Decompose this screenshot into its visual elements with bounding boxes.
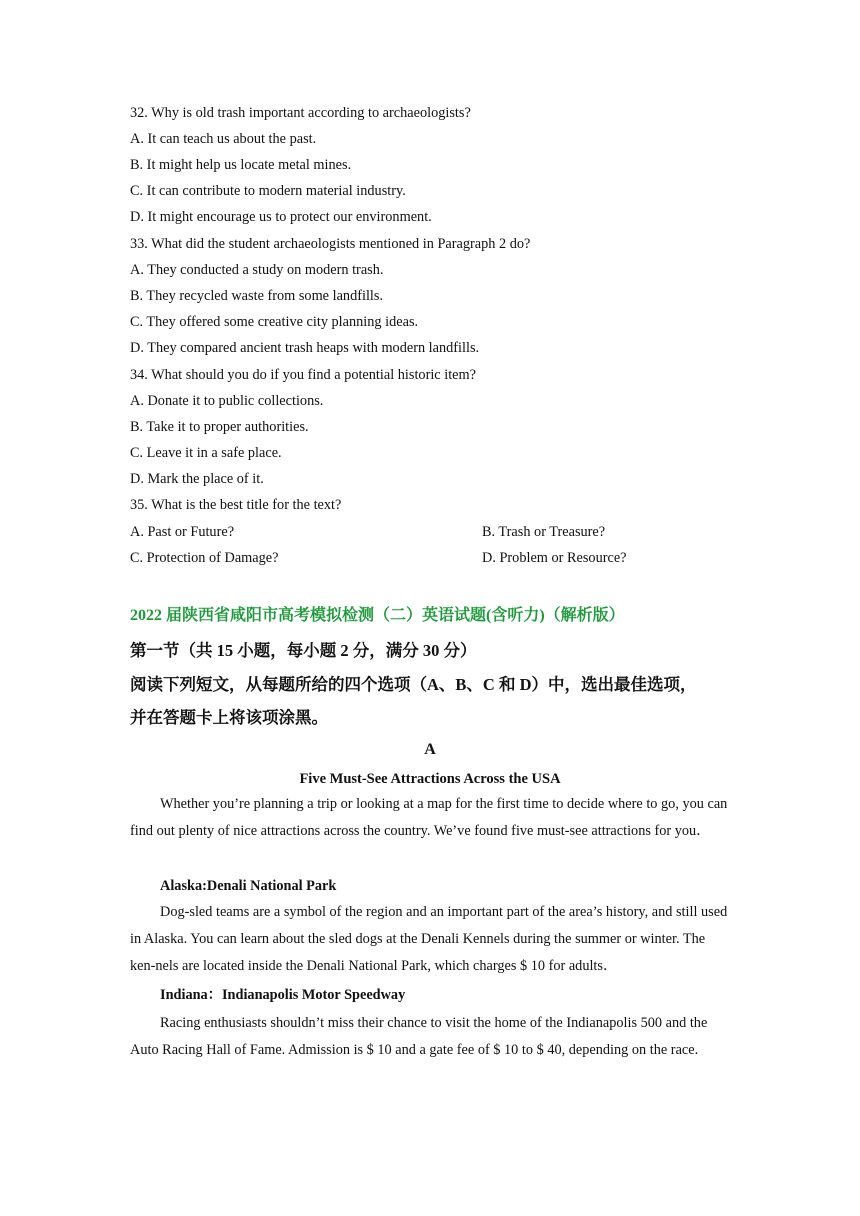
q33-option-a: A. They conducted a study on modern trash.: [130, 262, 384, 278]
q34-option-d: D. Mark the place of it.: [130, 471, 264, 487]
instruction-line-1: 阅读下列短文，从每题所给的四个选项（A、B、C 和 D）中，选出最佳选项，: [130, 675, 697, 694]
question-34: 34. What should you do if you find a potential historic item?: [130, 367, 476, 383]
exam-title: 2022 届陕西省咸阳市高考模拟检测（二）英语试题(含听力)（解析版）: [130, 607, 625, 624]
instruction-line-2: 并在答题卡上将该项涂黑。: [130, 708, 328, 727]
q33-option-d: D. They compared ancient trash heaps with modern landfills.: [130, 340, 480, 356]
q33-option-c: C. They offered some creative city planning ideas.: [130, 314, 419, 330]
passage-intro: Whether you’re planning a trip or looking at a map for the first time to decide where to go, you can find out plenty of nice attractions across the country. We’ve found five must-see attractions for you．: [130, 796, 728, 839]
question-33: 33. What did the student archaeologists mentioned in Paragraph 2 do?: [130, 236, 531, 252]
section-body-indiana: Racing enthusiasts shouldn’t miss their chance to visit the home of the Indianapolis 500 and the Auto Racing Hall of Fame. Admission is $ 10 and a gate fee of $ 10 to $ 40, depending on the race.: [130, 1015, 708, 1058]
q34-option-a: A. Donate it to public collections.: [130, 393, 324, 409]
q32-option-a: A. It can teach us about the past.: [130, 131, 317, 147]
q35-option-c: C. Protection of Damage?: [130, 550, 279, 566]
section-heading: 第一节（共 15 小题，每小题 2 分，满分 30 分）: [130, 641, 477, 660]
question-35: 35. What is the best title for the text?: [130, 497, 342, 513]
section-heading-alaska: Alaska:Denali National Park: [160, 878, 337, 894]
q32-option-b: B. It might help us locate metal mines.: [130, 157, 352, 173]
q34-option-c: C. Leave it in a safe place.: [130, 445, 282, 461]
section-heading-indiana: Indiana：Indianapolis Motor Speedway: [160, 987, 406, 1003]
section-body-alaska: Dog-sled teams are a symbol of the region and an important part of the area’s history, and still used in Alaska. You can learn about the sled dogs at the Denali Kennels during the summer or winter. The ken-nels are located inside the Denali National Park, which charges $ 10 for adults．: [130, 904, 728, 974]
q34-option-b: B. Take it to proper authorities.: [130, 419, 309, 435]
q32-option-d: D. It might encourage us to protect our environment.: [130, 209, 432, 225]
q35-option-a: A. Past or Future?: [130, 524, 235, 540]
q32-option-c: C. It can contribute to modern material industry.: [130, 183, 406, 199]
q35-option-d: D. Problem or Resource?: [482, 550, 627, 566]
passage-title: Five Must-See Attractions Across the USA: [299, 771, 561, 787]
q35-option-b: B. Trash or Treasure?: [482, 524, 606, 540]
passage-letter: A: [424, 741, 436, 758]
q33-option-b: B. They recycled waste from some landfills.: [130, 288, 384, 304]
question-32: 32. Why is old trash important according to archaeologists?: [130, 105, 471, 121]
